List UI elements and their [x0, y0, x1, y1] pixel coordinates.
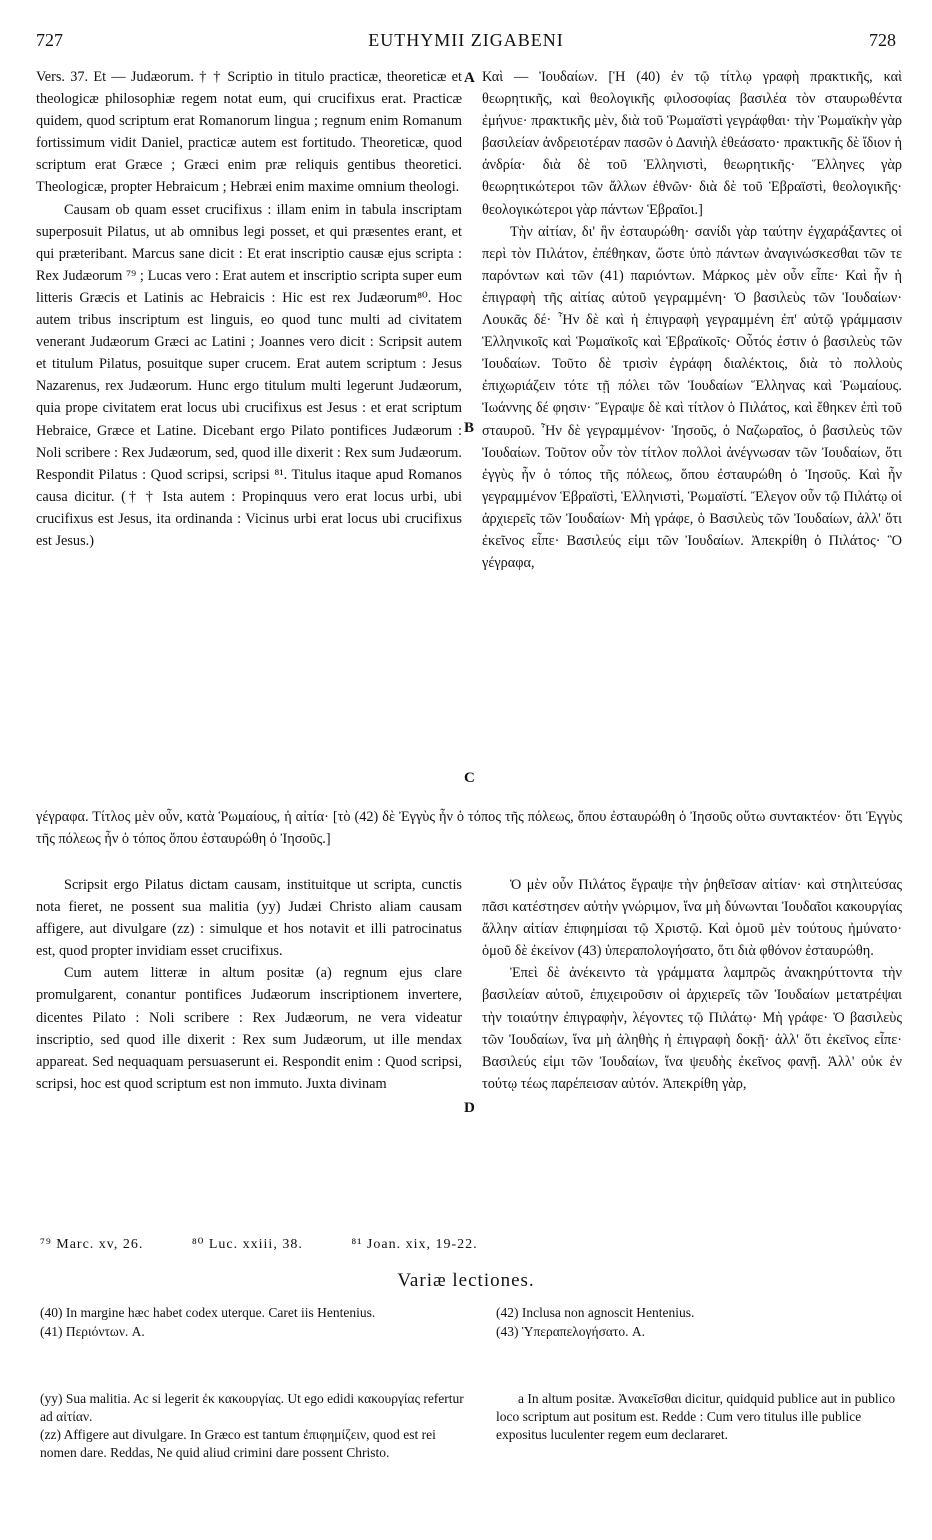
- page-number-right: 728: [869, 30, 896, 50]
- variant-reading: (42) Inclusa non agnoscit Hentenius.: [496, 1305, 695, 1320]
- footnote: ⁸¹ Joan. xix, 19-22.: [351, 1237, 478, 1252]
- latin-paragraph: Scripsit ergo Pilatus dictam causam, instituitque ut scripta, cunctis nota fieret, ne possent sua malitia (yy) Judæi Christo aliam causam affigere, aut divulgare (zz) : simulque et hos notavit et illi patrocinatus est, quod propter invidiam esset crucifixus.: [36, 877, 462, 960]
- greek-paragraph: Ὁ μὲν οὖν Πιλάτος ἔγραψε τὴν ῥηθεῖσαν αἰτίαν· καὶ στηλιτεύσας πᾶσι κατέστησεν αὐτὴν γνώριμον, ἵνα μὴ δύνωνται Ἰουδαῖοι κακουργίας ἄλλην αἰτίαν ἐπιφημίσαι τῷ Χριστῷ. Καὶ ὁμοῦ μὲν τούτους ἠμύνατο· ὁμοῦ δὲ ἐκείνον (43) ὑπεραπολογήσατο, ὅτι διὰ φθόνον ἐσταυρώθη.: [482, 877, 902, 960]
- footnote: ⁸⁰ Luc. xxiii, 38.: [191, 1237, 303, 1252]
- latin-column-bottom: [36, 874, 462, 1230]
- note: (yy) Sua malitia. Ac si legerit ἐκ κακουργίας. Ut ego edidi κακουργίας refertur ad αἰτίαν.: [40, 1391, 464, 1424]
- page-number-left: 727: [36, 30, 63, 50]
- footnote: ⁷⁹ Marc. xv, 26.: [40, 1237, 144, 1252]
- greek-column-top: [482, 66, 902, 800]
- note: (zz) Affigere aut divulgare. In Græco est tantum ἐπιφημίζειν, quod est rei nomen dare. Reddas, Ne quid aliud crimini dare possent Christo.: [40, 1427, 436, 1460]
- latin-column-top: [36, 66, 462, 800]
- latin-paragraph: Cum autem litteræ in altum positæ (a) regnum ejus clare promulgarent, conantur pontifices Judæorum inscriptionem invertere, dicentes Pilato : Noli scribere : Rex Judæorum, ne vera videatur inscriptio, sed quod ille dixerit : Rex sum Judæorum, ut ille mendax appareat. Sed nequaquam persuaserunt ei. Respondit enim : Quod scripsi, scripsi, hoc est quod scriptum est non immuto. Juxta divinam: [36, 965, 462, 1092]
- latin-paragraph: Vers. 37. Et — Judæorum. † † Scriptio in titulo practicæ, theoreticæ et theologicæ philosophiæ regem notat eum, qui crucifixus erat. Practicæ quidem, quod scriptum erat Romanorum lingua ; regnum enim Romanum fortissimum vidit Daniel, practicæ autem est fortitudo. Theoreticæ, quod scriptum erat Græce ; Græci enim præ reliquis gentibus theoretici. Theologicæ, propter Hebraicum ; Hebræi enim maxime omnium theologi.: [36, 69, 462, 196]
- notes-left: [40, 1390, 470, 1462]
- greek-paragraph: Ἐπεὶ δὲ ἀνέκειντο τὰ γράμματα λαμπρῶς ἀνακηρύττοντα τὴν βασιλείαν αὐτοῦ, ἐπιχειροῦσιν οἱ ἀρχιερεῖς τῶν Ἰουδαίων μετατρέψαι τὴν τοιαύτην ἐπιγραφὴν, λέγοντες τῷ Πιλάτῳ· Μὴ γράφε· Ὁ βασιλεὺς τῶν Ἰουδαίων, ἵνα μὴ ἀληθὴς ἡ ἐπιγραφὴ δοκῇ· ἀλλ' ὅτι ἐκεῖνος εἶπε· Βασιλεύς εἰμι τῶν Ἰουδαίων, ἵνα ψευδὴς ἐκεῖνος φανῇ. Ἀλλ' οὐκ ἐν τούτῳ τέως παρέπεισαν αὐτόν. Ἀπεκρίθη γὰρ,: [482, 965, 902, 1092]
- running-title: EUTHYMII ZIGABENI: [368, 30, 564, 50]
- margin-letter-b: B: [464, 420, 475, 436]
- variae-lectiones-heading: Variæ lectiones.: [397, 1270, 535, 1291]
- full-width-greek: γέγραφα. Τίτλος μὲν οὖν, κατὰ Ῥωμαίους, ἡ αἰτία· [τὸ (42) δὲ Ἐγγὺς ἦν ὁ τόπος τῆς πόλεως, ὅπου ἐσταυρώθη ὁ Ἰησοῦς οὕτω συντακτέον· ὅτι Ἐγγὺς τῆς πόλεως ἦν ὁ τόπος ὅπου ἐσταυρώθη ὁ Ἰησοῦς.]: [36, 809, 902, 847]
- margin-letter-d: D: [464, 1100, 475, 1116]
- variant-reading: (41) Περιόντων. A.: [40, 1323, 145, 1339]
- notes-right: [496, 1390, 900, 1444]
- margin-letter-a: A: [464, 70, 475, 86]
- greek-column-bottom: [482, 874, 902, 1230]
- running-header: [0, 30, 932, 56]
- greek-paragraph: Τὴν αἰτίαν, δι' ἣν ἐσταυρώθη· σανίδι γὰρ ταύτην ἐγχαράξαντες οἱ περὶ τὸν Πιλάτον, ἐπέθηκαν, ὥστε ὑπὸ πάντων ἀναγινώσκεσθαι τῶν τε παρόντων καὶ τῶν (41) παριόντων. Μάρκος μὲν οὖν εἶπε· Καὶ ἦν ἡ ἐπιγραφὴ τῆς αἰτίας αὐτοῦ γεγραμμένη· Ὁ βασιλεὺς τῶν Ἰουδαίων· Λουκᾶς δέ· Ἦν δὲ καὶ ἡ ἐπιγραφὴ γεγραμμένη ἐπ' αὐτῷ γράμμασιν Ἑλληνικοῖς καὶ Ῥωμαϊκοῖς καὶ Ἑβραϊκοῖς· Οὗτός ἐστιν ὁ βασιλεὺς τῶν Ἰουδαίων. Τοῦτο δὲ τρισὶν ἐγράφη διαλέκτοις, διὰ τὸ πολλοὺς ἐπιχωριάζειν τότε τῇ πόλει τῶν Ἰουδαίων Ἕλληνας καὶ Ῥωμαίους. Ἰωάννης δέ φησιν· Ἔγραψε δὲ καὶ τίτλον ὁ Πιλάτος, καὶ ἔθηκεν ἐπὶ τοῦ σταυροῦ. Ἦν δὲ γεγραμμένον· Ἰησοῦς, ὁ Ναζωραῖος, ὁ βασιλεὺς τῶν Ἰουδαίων. Τοῦτον οὖν τὸν τίτλον πολλοὶ ἀνέγνωσαν τῶν Ἰουδαίων, ὅτι ἐγγὺς ἦν ὁ τόπος τῆς πόλεως, ὅπου ἐσταυρώθη ὁ Ἰησοῦς. Καὶ ἦν γεγραμμένον Ἑβραϊστὶ, Ἑλληνιστὶ, Ῥωμαϊστί. Ἔλεγον οὖν τῷ Πιλάτῳ οἱ ἀρχιερεῖς τῶν Ἰουδαίων· Μὴ γράφε, ὁ Βασιλεὺς τῶν Ἰουδαίων, ἀλλ' ὅτι ἐκεῖνος εἶπε· Βασιλεύς εἰμι τῶν Ἰουδαίων. Ἀπεκρίθη ὁ Πιλάτος· Ὃ γέγραφα,: [482, 223, 902, 572]
- variae-left: [40, 1304, 470, 1341]
- note: a In altum positæ. Ἀνακεῖσθαι dicitur, quidquid publice aut in publico loco scriptum aut positum est. Redde : Cum vero titulus ille publice expositus luculenter regem eum declararet.: [496, 1391, 896, 1442]
- footnotes: [40, 1236, 900, 1253]
- latin-paragraph: Causam ob quam esset crucifixus : illam enim in tabula inscriptam superposuit Pilatus, ut ab omnibus legi posset, et qui præsentes erant, et qui præteribant. Marcus sane dicit : Et erat inscriptio causæ ejus scripta : Rex Judæorum ⁷⁹ ; Lucas vero : Erat autem et inscriptio scripta super eum litteris Græcis et Latinis ac Hebraicis : Hic est rex Judæorum⁸⁰. Hoc autem tribus inscriptum est linguis, eo quod tunc multi ad civitatem venerant Judæorum Græci ac Latini ; Joannes vero dicit : Scripsit autem et titulum Pilatus, posuitque super crucem. Erat autem scriptum : Jesus Nazarenus, rex Judæorum. Hunc ergo titulum multi legerunt Judæorum, quia prope civitatem erat locus ubi crucifixus est Jesus : et erat scriptum Hebraice, Græce et Latine. Dicebant ergo Pilato pontifices Judæorum : Noli scribere : Rex Judæorum, sed, quod ille dixerit : Rex sum Judæorum. Respondit Pilatus : Quod scripsi, scripsi ⁸¹. Titulus itaque apud Romanos causa dicitur. († † Ista autem : Propinquus vero erat locus urbi, ubi crucifixus est Jesus, ita ordinanda : Vicinus urbi erat locus ubi crucifixus est Jesus.): [36, 201, 462, 549]
- variant-reading: (40) In margine hæc habet codex uterque. Caret iis Hentenius.: [40, 1305, 376, 1320]
- greek-paragraph: Καὶ — Ἰουδαίων. [Ἡ (40) ἐν τῷ τίτλῳ γραφὴ πρακτικῆς, καὶ θεωρητικῆς, καὶ θεολογικῆς φιλοσοφίας βασιλέα τὸν σταυρωθέντα ἐμήνυε· πρακτικῆς μὲν, διὰ τοῦ Ῥωμαϊστὶ γεγράφθαι· τὴν Ῥωμαϊκὴν γὰρ βασιλείαν ἀνδρειοτέραν πασῶν ὁ Δανιὴλ ἐθεάσατο· πρακτικῆς δὲ ἴδιον ἡ ἀνδρία· διὰ δὲ τοῦ Ἑλληνιστὶ, θεωρητικῆς· Ἕλληνες γὰρ θεωρητικώτεροι τῶν ἄλλων ἐθνῶν· διὰ δὲ τοῦ Ἑβραϊστὶ, θεολογικῆς· θεολογικώτεροι γὰρ πάντων Ἑβραῖοι.]: [482, 69, 902, 218]
- variae-right: [496, 1304, 900, 1341]
- variant-reading: (43) Ὑπεραπελογήσατο. A.: [496, 1323, 645, 1339]
- margin-letter-c: C: [464, 770, 475, 786]
